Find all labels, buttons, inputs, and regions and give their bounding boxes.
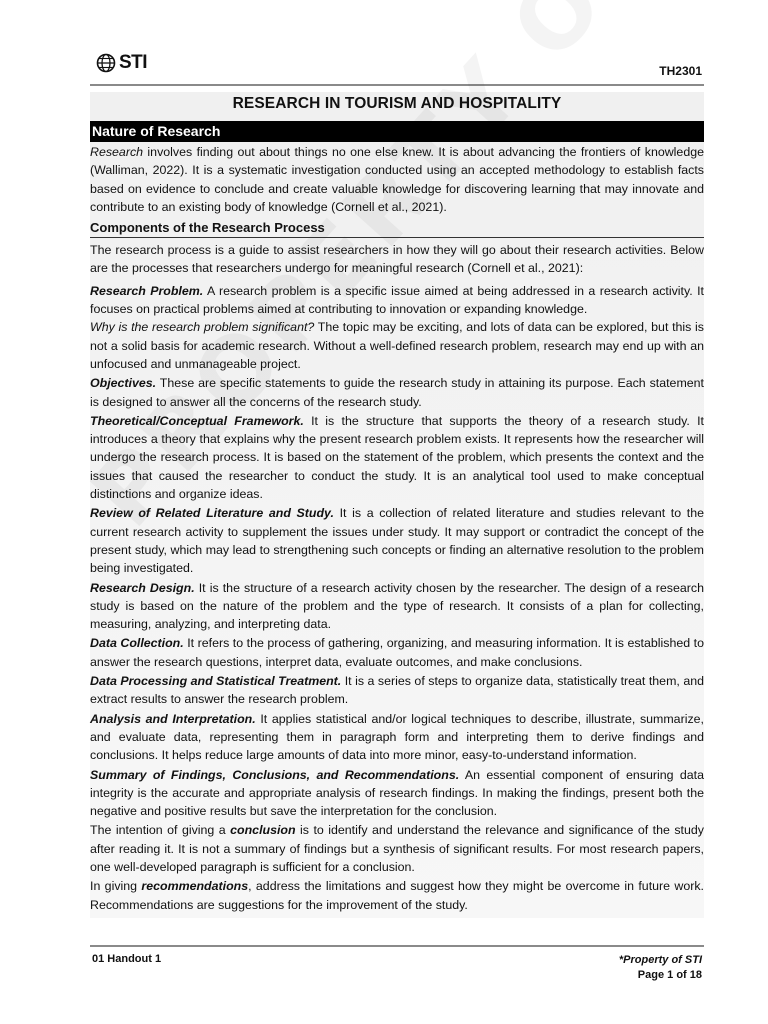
item-text: It is a collection of related literature and studies relevant to the current research activity to supplement the issues under study. It may support or contradict the concept of the present study, which may lead to strengthening such concepts or finding an alternative resolution to the problem being investigated. — [90, 506, 704, 576]
item-text: The topic may be exciting, and lots of data can be explored, but this is not a solid basis for academic research. Without a well-defined research problem, research may end up with an unfocused and unmanageable project. — [90, 320, 704, 371]
research-term: Research — [90, 145, 144, 159]
item-question: Why is the research problem significant? — [90, 320, 315, 335]
item-text: It is the structure of a research activity chosen by the researcher. The design of a research study is based on the nature of the problem and the type of research. It consists of a plan for collecting, measuring, analyzing, and interpreting data. — [90, 580, 704, 632]
nature-text: involves finding out about things no one else knew. It is about advancing the frontiers of knowledge (Walliman, 2022). It is a systematic investigation conducted using an accepted methodology to establish facts based on evidence to conclude and create valuable knowledge for discovering learning that may innovate and contribute to an existing body of knowledge (Cornell et al., 2021). — [90, 145, 704, 214]
item-research-problem — [90, 282, 704, 319]
item-term: Data Collection. — [90, 636, 184, 651]
conclusion-paragraph — [90, 821, 704, 876]
conclusion-post: is to identify and understand the relevance and significance of the study after reading it. It is not a summary of findings but a synthesis of significant results. For most research papers, one well-developed paragraph is sufficient for a conclusion. — [90, 823, 704, 874]
item-objectives — [90, 374, 704, 411]
header-divider — [90, 84, 704, 86]
item-term: Data Processing and Statistical Treatment. — [90, 674, 342, 689]
item-text: It refers to the process of gathering, organizing, and measuring information. It is established to answer the research questions, interpret data, evaluate outcomes, and make conclusions. — [90, 636, 704, 669]
item-significance — [90, 318, 704, 373]
page-number: Page 1 of 18 — [637, 969, 702, 981]
page-title: RESEARCH IN TOURISM AND HOSPITALITY — [232, 95, 562, 112]
item-literature — [90, 504, 704, 577]
footer-right — [619, 953, 702, 983]
recommend-post: , address the limitations and suggest how they might be overcome in future work. Recommendations are suggestions for the improvement of the study. — [90, 879, 704, 912]
item-text: These are specific statements to guide the research study in attaining its purpose. Each statement is designed to answer all the concerns of the research study. — [90, 376, 704, 409]
conclusion-term: conclusion — [230, 823, 296, 838]
item-term: Summary of Findings, Conclusions, and Recommendations. — [90, 767, 460, 782]
logo-text: STI — [119, 52, 148, 73]
recommend-term: recommendations — [141, 879, 249, 894]
footer-divider — [90, 945, 704, 947]
recommend-pre: In giving — [90, 879, 142, 894]
item-design — [90, 579, 704, 634]
item-framework — [90, 412, 704, 503]
item-text: A research problem is a specific issue aimed at being addressed in a research activity. It focuses on practical problems aimed at contributing to innovation or expanding knowledge. — [90, 283, 704, 317]
item-text: An essential component of ensuring data integrity is the accurate and appropriate analysis of research findings. In making the findings, present both the negative and positive results but save the interpretation for the conclusion. — [90, 767, 704, 819]
item-text: It is a series of steps to organize data, statistically treat them, and extract results to answer the research problem. — [90, 674, 704, 707]
item-term: Analysis and Interpretation. — [90, 711, 256, 726]
item-text: It is the structure that supports the theory of a research study. It introduces a theory that explains why the present research problem exists. It represents how the researcher will undergo the research process. It is based on the statement of the problem, which presents the context and the issues that caused the researcher to conduct the study. It is an analytical tool used to make conceptual distinctions and organize ideas. — [90, 413, 704, 502]
item-text: It applies statistical and/or logical techniques to describe, illustrate, summarize, and evaluate data, representing them in paragraph form and interpreting them to derive findings and conclusions. It helps reduce large amounts of data into more minor, easy-to-understand information. — [90, 711, 704, 763]
globe-icon — [96, 53, 116, 73]
components-intro: The research process is a guide to assist researchers in how they will go about their research activities. Below are the processes that researchers undergo for meaningful research (Cornell et al., 2021): — [90, 243, 704, 276]
property-label: *Property of STI — [618, 954, 702, 966]
item-term: Research Design. — [90, 580, 195, 595]
main-content — [90, 92, 704, 914]
conclusion-pre: The intention of giving a — [90, 823, 231, 838]
section-heading: Nature of Research — [90, 121, 704, 142]
item-processing — [90, 672, 704, 709]
item-term: Theoretical/Conceptual Framework. — [90, 413, 304, 428]
handout-label: 01 Handout 1 — [92, 953, 162, 965]
sti-logo — [96, 52, 147, 74]
nature-paragraph — [90, 143, 704, 216]
item-collection — [90, 634, 704, 671]
item-analysis — [90, 710, 704, 765]
components-heading: Components of the Research Process — [90, 220, 704, 238]
document-code: TH2301 — [659, 64, 702, 78]
item-term: Objectives. — [90, 376, 157, 391]
item-term: Review of Related Literature and Study. — [90, 506, 334, 521]
item-term: Research Problem. — [90, 283, 204, 298]
item-summary — [90, 766, 704, 821]
recommendation-paragraph — [90, 877, 704, 914]
